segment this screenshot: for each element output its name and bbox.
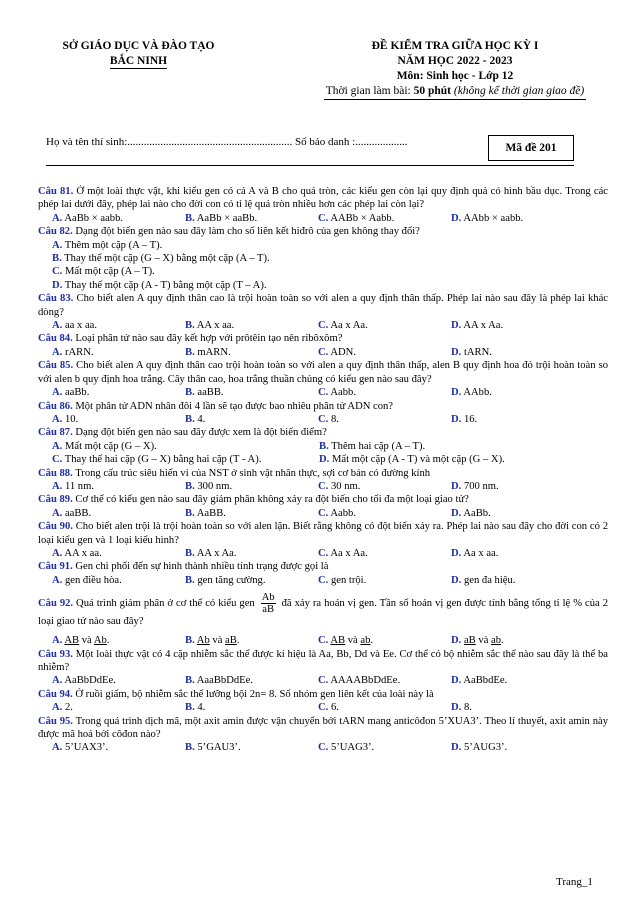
option-text: Thêm một cặp (A – T). <box>62 239 163 251</box>
option-label: D. <box>451 547 462 559</box>
options-84 <box>38 346 608 359</box>
option-d <box>451 547 584 560</box>
option-gamete: aB <box>463 635 476 647</box>
option-label: D. <box>451 480 462 492</box>
question-text: Ở một loài thực vật, khi kiểu gen có cả A và B cho quả tròn, các kiểu gen còn lại quy định quả có hình bầu dục. Trong các phép lai dưới đây, phép lai nào cho đời con có tỉ lệ quả tròn nhiều hơn các phép lai còn lại? <box>38 186 609 211</box>
option-a <box>52 346 185 359</box>
option-label: A. <box>52 507 63 519</box>
option-a <box>52 212 185 225</box>
option-text: gen đa hiệu. <box>461 574 516 586</box>
option-text: 8. <box>461 702 472 714</box>
option-b <box>38 252 608 265</box>
option-text: AaBb × aabb. <box>62 212 124 224</box>
option-text: 8. <box>328 413 339 425</box>
option-gamete: AB <box>330 635 346 647</box>
question-number: Câu 84. <box>38 333 73 345</box>
question-number: Câu 87. <box>38 427 73 439</box>
question-82 <box>38 225 608 238</box>
option-text: Thay thế một cặp (G – X) bằng một cặp (A – T). <box>61 253 270 265</box>
option-label: B. <box>185 742 195 754</box>
option-d <box>451 634 584 647</box>
question-84 <box>38 332 608 345</box>
option-b <box>185 346 318 359</box>
fraction-numerator: Ab <box>261 592 275 604</box>
option-text: . <box>501 635 504 647</box>
option-label: A. <box>52 387 63 399</box>
question-87 <box>38 426 608 439</box>
school-year: NĂM HỌC 2022 - 2023 <box>397 55 513 67</box>
option-a <box>52 413 185 426</box>
question-number: Câu 91. <box>38 561 73 573</box>
option-label: C. <box>318 346 329 358</box>
option-label: A. <box>52 574 63 586</box>
option-text: AA x Aa. <box>194 547 237 559</box>
options-87-ab <box>38 440 608 453</box>
option-gamete: ab <box>491 635 502 647</box>
option-c <box>318 480 451 493</box>
question-list <box>38 185 608 755</box>
option-text: AAAABbDdEe. <box>328 675 401 687</box>
option-text: Mất một cặp (G – X). <box>62 440 157 452</box>
question-text: Gen chi phối đến sự hình thành nhiều tính trạng được gọi là <box>72 561 329 573</box>
option-text: 10. <box>62 413 79 425</box>
option-b <box>185 574 318 587</box>
header-divider <box>46 165 574 166</box>
option-label: D. <box>319 454 330 466</box>
option-c <box>318 634 451 647</box>
option-label: C. <box>318 507 329 519</box>
option-label: B. <box>185 574 195 586</box>
option-text: aa x aa. <box>62 320 98 332</box>
option-label: B. <box>185 320 195 332</box>
question-90 <box>38 520 608 547</box>
option-c <box>318 741 451 754</box>
option-d <box>451 507 584 520</box>
option-a <box>52 741 185 754</box>
option-label: A. <box>52 702 63 714</box>
exam-code-box: Mã đề 201 <box>488 135 574 161</box>
options-90 <box>38 547 608 560</box>
option-label: A. <box>52 547 63 559</box>
option-c <box>318 212 451 225</box>
fraction-denominator: aB <box>262 604 275 616</box>
option-label: B. <box>185 480 195 492</box>
option-label: B. <box>185 387 195 399</box>
option-b <box>185 386 318 399</box>
option-text: Aa x Aa. <box>328 320 368 332</box>
question-text: Cho biết alen A quy định thân cao là trội hoàn toàn so với alen a quy định thân thấp. Phép lai nào sau đây là phép lai khác dòng? <box>38 293 608 318</box>
time-line <box>324 84 587 100</box>
question-86 <box>38 400 608 413</box>
option-label: C. <box>52 454 63 466</box>
option-a <box>38 239 608 252</box>
option-label: C. <box>318 702 329 714</box>
option-text: 6. <box>328 702 339 714</box>
option-a <box>52 386 185 399</box>
question-number: Câu 89. <box>38 494 73 506</box>
option-label: D. <box>451 702 462 714</box>
option-text: AaaBbDdEe. <box>194 675 253 687</box>
option-label: B. <box>185 413 195 425</box>
question-text: Dạng đột biến gen nào sau đây được xem là đột biến điểm? <box>72 427 327 439</box>
option-label: B. <box>185 212 195 224</box>
question-83 <box>38 292 608 319</box>
option-a <box>52 634 185 647</box>
option-label: C. <box>318 574 329 586</box>
option-label: A. <box>52 413 63 425</box>
option-label: C. <box>318 635 329 647</box>
option-label: A. <box>52 742 63 754</box>
option-label: D. <box>451 212 462 224</box>
option-gamete: AB <box>64 635 80 647</box>
option-gamete: ab <box>360 635 371 647</box>
question-number: Câu 88. <box>38 467 73 479</box>
option-c <box>318 319 451 332</box>
option-text: 5’AUG3’. <box>461 742 508 754</box>
option-text: AaBB. <box>194 507 226 519</box>
question-number: Câu 95. <box>38 715 73 727</box>
option-text: Thêm hai cặp (A – T). <box>328 440 426 452</box>
option-label: D. <box>451 387 462 399</box>
option-b <box>185 480 318 493</box>
question-number: Câu 85. <box>38 360 74 372</box>
option-label: C. <box>318 320 329 332</box>
option-text: aaBb. <box>62 387 90 399</box>
question-91 <box>38 560 608 573</box>
option-text: Aabb. <box>328 387 356 399</box>
option-text: 300 nm. <box>194 480 233 492</box>
option-label: C. <box>318 480 329 492</box>
option-text: 5’UAX3’. <box>62 742 109 754</box>
option-text: 16. <box>461 413 478 425</box>
option-text: . <box>236 635 240 647</box>
question-number: Câu 90. <box>38 521 73 533</box>
options-85 <box>38 386 608 399</box>
option-label: D. <box>451 635 462 647</box>
department-name: SỞ GIÁO DỤC VÀ ĐÀO TẠO <box>62 40 215 52</box>
option-c <box>318 547 451 560</box>
option-label: D. <box>451 413 462 425</box>
option-label: B. <box>185 675 195 687</box>
option-b <box>319 440 586 453</box>
question-text: Quá trình giảm phân ở cơ thể có kiểu gen <box>73 598 258 610</box>
option-label: A. <box>52 239 63 251</box>
option-text: và <box>209 635 226 647</box>
options-83 <box>38 319 608 332</box>
option-label: A. <box>52 480 63 492</box>
option-label: C. <box>318 742 329 754</box>
option-a <box>52 701 185 714</box>
option-c <box>318 701 451 714</box>
option-text: AaBb. <box>461 507 491 519</box>
question-text-continued: đã xảy ra hoán vị gen. Tần số hoán vị gen được tính bằng tổng tỉ lệ % của 2 loại giao tử nào sau đây? <box>38 598 609 628</box>
option-text: AaBbDdEe. <box>62 675 116 687</box>
option-b <box>185 547 318 560</box>
option-label: C. <box>318 212 329 224</box>
option-text: Aa x aa. <box>461 547 499 559</box>
option-label: A. <box>52 346 63 358</box>
option-label: C. <box>318 675 329 687</box>
option-label: B. <box>185 547 195 559</box>
question-94 <box>38 688 608 701</box>
options-81 <box>38 212 608 225</box>
option-d <box>451 574 584 587</box>
question-number: Câu 83. <box>38 293 74 305</box>
option-label: C. <box>318 387 329 399</box>
option-text: . <box>370 635 374 647</box>
option-c <box>318 346 451 359</box>
option-text: Thay thế hai cặp (G – X) bằng hai cặp (T - A). <box>62 454 262 466</box>
options-86 <box>38 413 608 426</box>
question-93 <box>38 648 608 675</box>
question-95 <box>38 715 608 742</box>
question-89 <box>38 493 608 506</box>
option-gamete: aB <box>225 635 237 647</box>
question-number: Câu 81. <box>38 186 74 197</box>
option-text: AA x Aa. <box>461 320 504 332</box>
option-d <box>451 480 584 493</box>
option-text: Mất một cặp (A - T) và một cặp (G – X). <box>329 454 505 466</box>
option-label: D. <box>451 346 462 358</box>
option-text: tARN. <box>461 346 492 358</box>
question-85 <box>38 359 608 386</box>
option-text: aaBB. <box>194 387 224 399</box>
options-89 <box>38 507 608 520</box>
option-text: và <box>345 635 361 647</box>
option-label: D. <box>451 742 462 754</box>
time-prefix: Thời gian làm bài: <box>325 85 414 97</box>
option-b <box>185 319 318 332</box>
option-text: Thay thế một cặp (A - T) bằng một cặp (T – A). <box>62 279 267 291</box>
options-87-cd <box>38 453 608 466</box>
option-c <box>318 507 451 520</box>
option-text: và <box>475 635 492 647</box>
option-b <box>185 507 318 520</box>
option-c <box>318 386 451 399</box>
page-number: Trang_1 <box>556 876 593 888</box>
question-text: Một phân tử ADN nhân đôi 4 lần sẽ tạo được bao nhiêu phân tử ADN con? <box>72 400 394 412</box>
exam-title: ĐỀ KIỂM TRA GIỮA HỌC KỲ I <box>371 40 539 52</box>
option-c <box>318 413 451 426</box>
question-92 <box>38 592 608 629</box>
options-88 <box>38 480 608 493</box>
option-text: 11 nm. <box>62 480 94 492</box>
student-info-line: Họ và tên thí sinh:............................................................ Số báo danh :................... <box>46 136 408 148</box>
question-number: Câu 86. <box>38 400 73 412</box>
time-note: (không kể thời gian giao đề) <box>451 85 585 97</box>
option-text: AAbb × aabb. <box>461 212 524 224</box>
option-text: 4. <box>194 413 206 425</box>
question-81 <box>38 185 608 212</box>
option-label: A. <box>52 440 63 452</box>
option-a <box>52 574 185 587</box>
option-label: A. <box>52 320 63 332</box>
option-d <box>38 279 608 292</box>
option-text: aaBB. <box>62 507 92 519</box>
question-number: Câu 94. <box>38 688 73 700</box>
question-text: Trong quá trình dịch mã, một axit amin được vận chuyển bởi tARN mang anticôđon 5’XUA3’. Theo lí thuyết, axit amin này được mã hoá bởi côđon nào? <box>38 715 608 741</box>
option-label: A. <box>52 675 63 687</box>
option-a <box>52 480 185 493</box>
question-text: Một loài thực vật có 4 cặp nhiễm sắc thể được kí hiệu là Aa, Bb, Dd và Ee. Cơ thể có bộ nhiễm sắc thể nào sau đây là thể ba nhiễm? <box>38 648 608 673</box>
option-text: 5’GAU3’. <box>194 742 241 754</box>
option-label: D. <box>451 675 462 687</box>
option-label: A. <box>52 635 63 647</box>
option-text: Aa x Aa. <box>328 547 368 559</box>
option-label: D. <box>451 320 462 332</box>
option-text: gen trội. <box>328 574 367 586</box>
option-a <box>52 507 185 520</box>
question-text: Cơ thể có kiểu gen nào sau đây giảm phân không xảy ra đột biến cho tối đa một loại giao tử? <box>72 494 469 506</box>
option-d <box>451 386 584 399</box>
option-c <box>318 674 451 687</box>
option-gamete: Ab <box>196 635 210 647</box>
option-label: B. <box>185 702 195 714</box>
question-text: Cho biết alen A quy định thân cao trội hoàn toàn so với alen a quy định thân thấp, alen B quy định hoa đỏ trội hoàn toàn so với alen b quy định hoa trắng. Cây thân cao, hoa trắng thuần chủng có kiểu gen nào sau đây? <box>38 360 608 385</box>
option-label: B. <box>319 440 329 452</box>
option-text: AA x aa. <box>194 320 235 332</box>
options-91 <box>38 574 608 587</box>
option-b <box>185 674 318 687</box>
time-value: 50 phút <box>413 85 451 97</box>
genotype-fraction <box>261 592 276 615</box>
option-d <box>451 674 584 687</box>
option-b <box>185 741 318 754</box>
option-label: B. <box>185 346 195 358</box>
option-text: AAbb. <box>461 387 492 399</box>
option-text: AA x aa. <box>62 547 102 559</box>
question-number: Câu 92. <box>38 598 74 610</box>
question-text: Cho biết alen trội là trội hoàn toàn so với alen lặn. Biết rằng không có đột biến xảy ra. Phép lai nào sau đây cho đời con có 2 loại kiểu gen và 1 loại kiểu hình? <box>38 521 609 546</box>
question-number: Câu 93. <box>38 648 73 660</box>
option-label: B. <box>52 253 62 265</box>
option-b <box>185 212 318 225</box>
subject-line: Môn: Sinh học - Lớp 12 <box>396 70 514 82</box>
option-text: và <box>79 635 94 647</box>
option-text: Mất một cặp (A – T). <box>62 266 155 278</box>
province-name: BẮC NINH <box>109 55 168 67</box>
question-text: Trong cấu trúc siêu hiển vi của NST ở sinh vật nhân thực, sợi cơ bản có đường kính <box>72 467 431 479</box>
option-a <box>52 440 319 453</box>
option-text: mARN. <box>194 346 231 358</box>
question-text: Dạng đột biến gen nào sau đây làm cho số liên kết hiđrô của gen không thay đổi? <box>72 226 420 238</box>
option-label: B. <box>185 507 195 519</box>
option-text: rARN. <box>62 346 94 358</box>
question-88 <box>38 467 608 480</box>
option-text: gen tăng cường. <box>194 574 266 586</box>
option-text: Aabb. <box>328 507 356 519</box>
option-b <box>185 413 318 426</box>
option-gamete: Ab <box>93 635 107 647</box>
question-text: Loại phân tử nào sau đây kết hợp với prôtêin tạo nên ribôxôm? <box>72 333 343 345</box>
option-text: gen điều hòa. <box>62 574 122 586</box>
option-b <box>185 701 318 714</box>
option-a <box>52 319 185 332</box>
question-number: Câu 82. <box>38 226 73 238</box>
option-label: C. <box>318 547 329 559</box>
option-label: C. <box>52 266 63 278</box>
option-d <box>451 212 584 225</box>
options-92 <box>38 634 608 647</box>
option-d <box>319 453 586 466</box>
option-text: . <box>106 635 110 647</box>
option-d <box>451 701 584 714</box>
option-label: D. <box>451 507 462 519</box>
option-d <box>451 346 584 359</box>
header-left <box>46 39 231 69</box>
question-text: Ở ruồi giấm, bộ nhiễm sắc thể lưỡng bội 2n= 8. Số nhóm gen liên kết của loài này là <box>72 688 434 700</box>
option-label: D. <box>52 279 63 291</box>
option-text: 700 nm. <box>461 480 499 492</box>
option-c <box>52 453 319 466</box>
option-label: C. <box>318 413 329 425</box>
option-text: 30 nm. <box>328 480 361 492</box>
option-b <box>185 634 318 647</box>
option-text: ADN. <box>328 346 356 358</box>
option-text: 5’UAG3’. <box>328 742 375 754</box>
option-d <box>451 741 584 754</box>
option-text: AaBbdEe. <box>461 675 508 687</box>
option-label: B. <box>185 635 195 647</box>
option-d <box>451 319 584 332</box>
option-text: 4. <box>194 702 206 714</box>
header-right <box>290 39 620 100</box>
option-text: 2. <box>62 702 73 714</box>
option-c <box>38 265 608 278</box>
option-a <box>52 547 185 560</box>
options-95 <box>38 741 608 754</box>
option-d <box>451 413 584 426</box>
options-94 <box>38 701 608 714</box>
option-text: AaBb × aaBb. <box>194 212 258 224</box>
option-label: A. <box>52 212 63 224</box>
option-text: AABb × Aabb. <box>328 212 395 224</box>
options-93 <box>38 674 608 687</box>
option-c <box>318 574 451 587</box>
option-a <box>52 674 185 687</box>
option-label: D. <box>451 574 462 586</box>
